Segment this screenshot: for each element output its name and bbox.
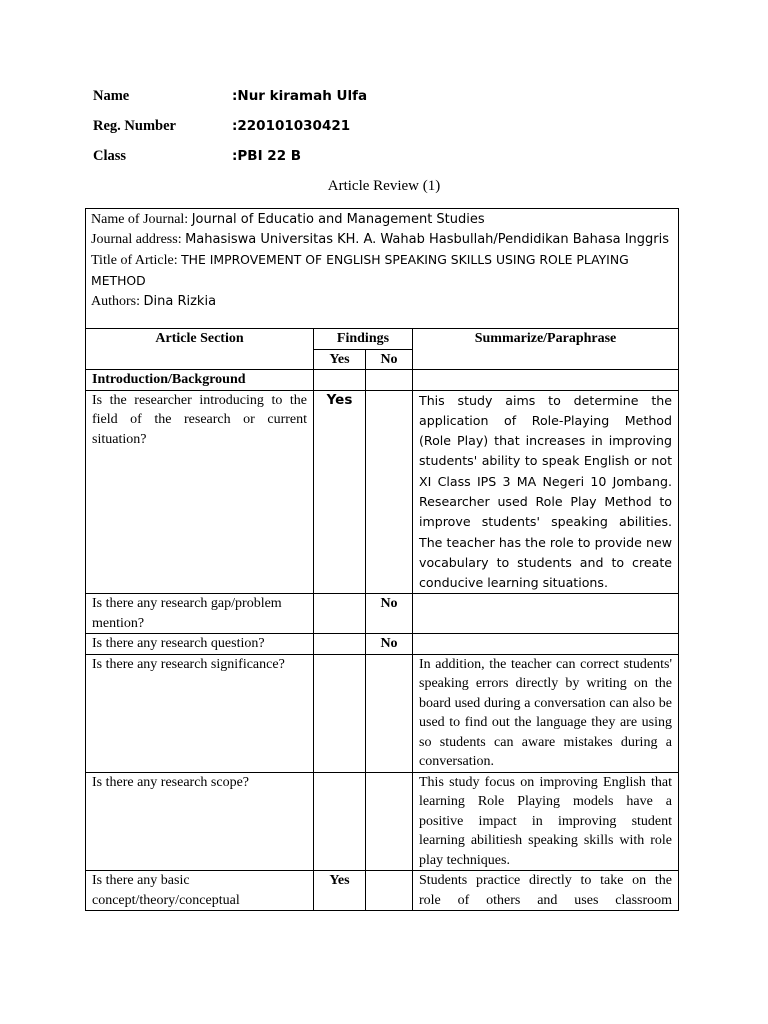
class-label: Class	[93, 148, 127, 164]
header-article-section: Article Section	[86, 329, 314, 370]
no-cell: No	[366, 634, 413, 655]
class-value: :PBI 22 B	[232, 148, 302, 164]
yes-cell: Yes	[314, 390, 366, 594]
table-row	[86, 390, 679, 594]
article-title-value: THE IMPROVEMENT OF ENGLISH SPEAKING SKILLS USING ROLE PLAYING METHOD	[91, 252, 629, 288]
yes-cell	[314, 634, 366, 655]
empty-cell	[314, 370, 366, 391]
table-row	[86, 772, 679, 871]
question-cell	[86, 871, 314, 911]
yes-cell	[314, 654, 366, 772]
question-cell: Is there any research gap/problem mention?	[86, 594, 314, 634]
journal-address-label: Journal address:	[91, 232, 182, 247]
reg-number-value: :220101030421	[232, 118, 351, 134]
authors-value: Dina Rizkia	[143, 294, 217, 309]
yes-cell	[314, 772, 366, 871]
no-cell: No	[366, 594, 413, 634]
summary-cell: In addition, the teacher can correct students' speaking errors directly by writing on the board used during a conversation can also be used to find out the language they are using so students can aware mistakes during a conversation.	[413, 654, 679, 772]
question-cell: Is there any research scope?	[86, 772, 314, 871]
summary-cell	[413, 594, 679, 634]
empty-cell	[366, 370, 413, 391]
name-value: :Nur kiramah Ulfa	[232, 88, 368, 104]
question-line: Is there any basic	[92, 873, 190, 889]
reg-number-label: Reg. Number	[93, 118, 176, 134]
table-header-row	[86, 329, 679, 350]
journal-address	[91, 230, 673, 250]
section-heading-row	[86, 370, 679, 391]
table-row	[86, 871, 679, 911]
table-row	[86, 594, 679, 634]
empty-cell	[413, 370, 679, 391]
article-authors	[91, 292, 673, 312]
article-title-label: Title of Article:	[91, 253, 178, 268]
summary-cell	[413, 634, 679, 655]
article-meta-cell	[86, 209, 679, 329]
no-cell	[366, 390, 413, 594]
yes-cell: Yes	[314, 871, 366, 911]
section-heading: Introduction/Background	[86, 370, 314, 391]
header-findings: Findings	[314, 329, 413, 350]
summary-cell: This study aims to determine the application of Role-Playing Method (Role Play) that increases in improving students' ability to speak English or not XI Class IPS 3 MA Negeri 10 Jombang. Researcher used Role Play Method to improve students' speaking abilities. The teacher has the role to provide new vocabulary to students and to create conducive learning situations.	[413, 390, 679, 594]
header-yes: Yes	[314, 349, 366, 370]
authors-label: Authors:	[91, 294, 140, 309]
summary-cell	[413, 871, 679, 911]
header-no: No	[366, 349, 413, 370]
summary-line: Students practice directly to take on the	[419, 873, 673, 889]
question-cell: Is there any research significance?	[86, 654, 314, 772]
question-cell: Is the researcher introducing to the field of the research or current situation?	[86, 390, 314, 594]
no-cell	[366, 772, 413, 871]
article-meta-row	[86, 209, 679, 329]
page-title: Article Review (1)	[327, 178, 441, 194]
journal-name-value: Journal of Educatio and Management Studies	[191, 212, 485, 227]
no-cell	[366, 871, 413, 911]
article-title	[91, 250, 673, 292]
journal-name	[91, 210, 673, 230]
review-table	[85, 208, 679, 911]
yes-cell	[314, 594, 366, 634]
summary-line: role of others and uses classroom	[419, 892, 673, 908]
header-summary: Summarize/Paraphrase	[413, 329, 679, 370]
table-row	[86, 654, 679, 772]
name-label: Name	[93, 88, 130, 104]
summary-cell: This study focus on improving English that learning Role Playing models have a positive impact in improving student learning abilitiesh speaking skills with role play techniques.	[413, 772, 679, 871]
question-cell: Is there any research question?	[86, 634, 314, 655]
question-line: concept/theory/conceptual	[92, 892, 240, 908]
table-row	[86, 634, 679, 655]
journal-name-label: Name of Journal:	[91, 212, 189, 227]
no-cell	[366, 654, 413, 772]
journal-address-value: Mahasiswa Universitas KH. A. Wahab Hasbullah/Pendidikan Bahasa Inggris	[185, 232, 670, 247]
